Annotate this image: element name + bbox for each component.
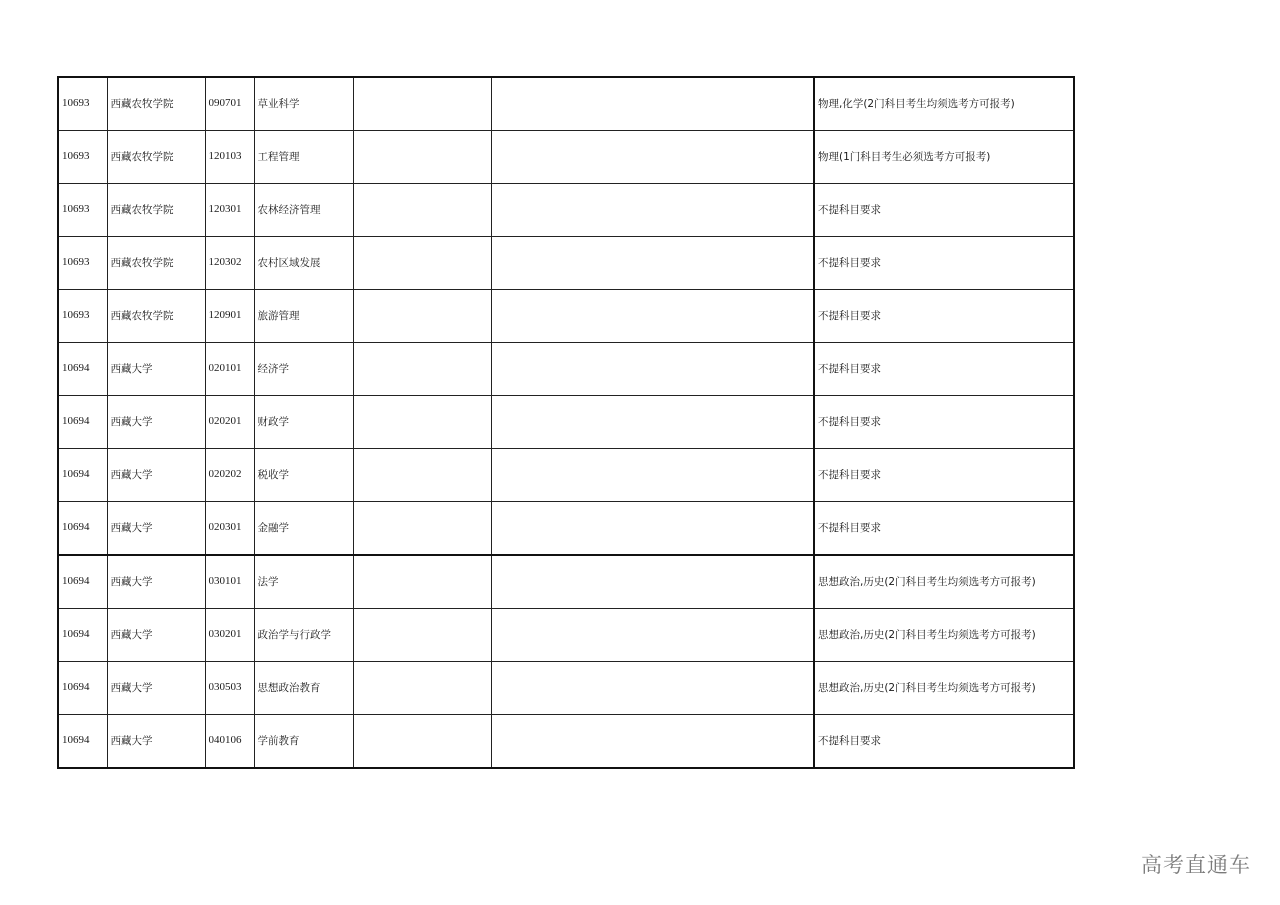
school-name-cell: 西藏农牧学院 bbox=[107, 131, 205, 184]
major-code-cell: 020201 bbox=[205, 396, 254, 449]
subject-requirement-cell: 思想政治,历史(2门科目考生均须选考方可报考) bbox=[814, 609, 1074, 662]
major-name-cell: 工程管理 bbox=[254, 131, 353, 184]
empty-cell bbox=[491, 131, 814, 184]
school-name-cell: 西藏农牧学院 bbox=[107, 290, 205, 343]
school-name-cell: 西藏农牧学院 bbox=[107, 77, 205, 131]
table-row bbox=[58, 290, 1074, 343]
school-name-cell: 西藏大学 bbox=[107, 662, 205, 715]
table-row bbox=[58, 449, 1074, 502]
subject-requirement-cell: 不提科目要求 bbox=[814, 184, 1074, 237]
major-name-cell: 金融学 bbox=[254, 502, 353, 556]
subject-requirement-cell: 思想政治,历史(2门科目考生均须选考方可报考) bbox=[814, 662, 1074, 715]
major-name-cell: 旅游管理 bbox=[254, 290, 353, 343]
major-name-cell: 财政学 bbox=[254, 396, 353, 449]
school-code-cell: 10694 bbox=[58, 715, 107, 769]
major-code-cell: 120103 bbox=[205, 131, 254, 184]
major-name-cell: 学前教育 bbox=[254, 715, 353, 769]
school-code-cell: 10693 bbox=[58, 184, 107, 237]
school-name-cell: 西藏大学 bbox=[107, 502, 205, 556]
empty-cell bbox=[353, 715, 491, 769]
major-code-cell: 040106 bbox=[205, 715, 254, 769]
school-code-cell: 10694 bbox=[58, 396, 107, 449]
empty-cell bbox=[491, 502, 814, 556]
table-row bbox=[58, 343, 1074, 396]
major-code-cell: 030503 bbox=[205, 662, 254, 715]
subject-requirement-cell: 不提科目要求 bbox=[814, 237, 1074, 290]
empty-cell bbox=[491, 77, 814, 131]
table-row bbox=[58, 662, 1074, 715]
school-code-cell: 10693 bbox=[58, 290, 107, 343]
empty-cell bbox=[491, 555, 814, 609]
subject-requirement-cell: 物理,化学(2门科目考生均须选考方可报考) bbox=[814, 77, 1074, 131]
major-name-cell: 税收学 bbox=[254, 449, 353, 502]
subject-requirement-cell: 不提科目要求 bbox=[814, 715, 1074, 769]
subject-requirement-cell: 不提科目要求 bbox=[814, 449, 1074, 502]
table-row bbox=[58, 555, 1074, 609]
empty-cell bbox=[353, 290, 491, 343]
empty-cell bbox=[353, 555, 491, 609]
empty-cell bbox=[491, 609, 814, 662]
empty-cell bbox=[353, 184, 491, 237]
major-name-cell: 经济学 bbox=[254, 343, 353, 396]
table-row bbox=[58, 609, 1074, 662]
school-name-cell: 西藏大学 bbox=[107, 555, 205, 609]
school-name-cell: 西藏大学 bbox=[107, 343, 205, 396]
empty-cell bbox=[353, 396, 491, 449]
empty-cell bbox=[353, 449, 491, 502]
subject-requirement-cell: 思想政治,历史(2门科目考生均须选考方可报考) bbox=[814, 555, 1074, 609]
major-code-cell: 030201 bbox=[205, 609, 254, 662]
major-code-cell: 030101 bbox=[205, 555, 254, 609]
empty-cell bbox=[491, 662, 814, 715]
major-name-cell: 草业科学 bbox=[254, 77, 353, 131]
subject-requirement-cell: 物理(1门科目考生必须选考方可报考) bbox=[814, 131, 1074, 184]
empty-cell bbox=[353, 131, 491, 184]
major-code-cell: 020101 bbox=[205, 343, 254, 396]
table-row bbox=[58, 237, 1074, 290]
school-code-cell: 10693 bbox=[58, 77, 107, 131]
empty-cell bbox=[491, 715, 814, 769]
major-name-cell: 思想政治教育 bbox=[254, 662, 353, 715]
subject-requirement-cell: 不提科目要求 bbox=[814, 290, 1074, 343]
school-code-cell: 10694 bbox=[58, 555, 107, 609]
watermark-text: 高考直通车 bbox=[1141, 853, 1251, 877]
major-name-cell: 农村区域发展 bbox=[254, 237, 353, 290]
empty-cell bbox=[491, 184, 814, 237]
school-name-cell: 西藏农牧学院 bbox=[107, 237, 205, 290]
empty-cell bbox=[491, 396, 814, 449]
major-code-cell: 120901 bbox=[205, 290, 254, 343]
major-code-cell: 090701 bbox=[205, 77, 254, 131]
major-code-cell: 120301 bbox=[205, 184, 254, 237]
school-code-cell: 10693 bbox=[58, 131, 107, 184]
empty-cell bbox=[353, 609, 491, 662]
empty-cell bbox=[353, 237, 491, 290]
subject-requirements-table bbox=[57, 76, 1075, 769]
subject-requirement-cell: 不提科目要求 bbox=[814, 502, 1074, 556]
empty-cell bbox=[353, 77, 491, 131]
school-name-cell: 西藏大学 bbox=[107, 715, 205, 769]
table-row bbox=[58, 396, 1074, 449]
table-body bbox=[58, 77, 1074, 768]
table-row bbox=[58, 502, 1074, 556]
major-code-cell: 020202 bbox=[205, 449, 254, 502]
school-name-cell: 西藏大学 bbox=[107, 449, 205, 502]
school-name-cell: 西藏大学 bbox=[107, 396, 205, 449]
empty-cell bbox=[353, 662, 491, 715]
subject-requirement-cell: 不提科目要求 bbox=[814, 343, 1074, 396]
major-name-cell: 农林经济管理 bbox=[254, 184, 353, 237]
empty-cell bbox=[491, 290, 814, 343]
table-row bbox=[58, 184, 1074, 237]
school-code-cell: 10694 bbox=[58, 609, 107, 662]
school-code-cell: 10694 bbox=[58, 502, 107, 556]
empty-cell bbox=[491, 449, 814, 502]
school-name-cell: 西藏农牧学院 bbox=[107, 184, 205, 237]
table-row bbox=[58, 715, 1074, 769]
school-name-cell: 西藏大学 bbox=[107, 609, 205, 662]
subject-requirement-cell: 不提科目要求 bbox=[814, 396, 1074, 449]
empty-cell bbox=[491, 237, 814, 290]
school-code-cell: 10694 bbox=[58, 449, 107, 502]
table-row bbox=[58, 131, 1074, 184]
major-name-cell: 政治学与行政学 bbox=[254, 609, 353, 662]
table-row bbox=[58, 77, 1074, 131]
empty-cell bbox=[353, 343, 491, 396]
major-name-cell: 法学 bbox=[254, 555, 353, 609]
major-code-cell: 020301 bbox=[205, 502, 254, 556]
empty-cell bbox=[491, 343, 814, 396]
school-code-cell: 10693 bbox=[58, 237, 107, 290]
major-code-cell: 120302 bbox=[205, 237, 254, 290]
empty-cell bbox=[353, 502, 491, 556]
school-code-cell: 10694 bbox=[58, 343, 107, 396]
school-code-cell: 10694 bbox=[58, 662, 107, 715]
